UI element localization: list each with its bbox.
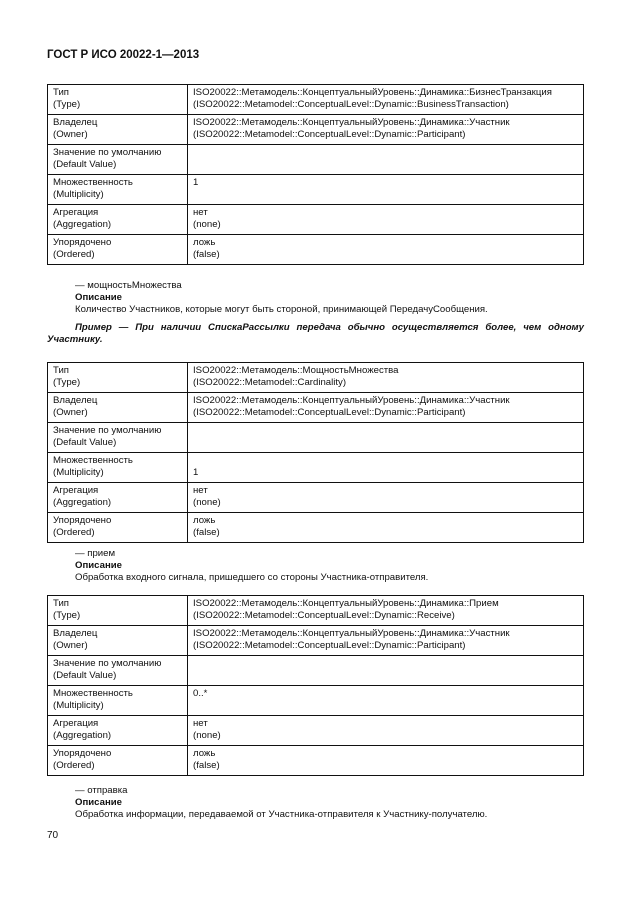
- table-row: [48, 686, 584, 716]
- property-value-cell: [188, 686, 584, 716]
- property-name-ru: Значение по умолчанию: [53, 425, 162, 436]
- value-line-1: ISO20022::Метамодель::КонцептуальныйУровень::Динамика::БизнесТранзакция: [193, 87, 552, 98]
- property-name-ru: Множественность: [53, 688, 133, 699]
- property-name-ru: Упорядочено: [53, 515, 112, 526]
- property-name-ru: Владелец: [53, 117, 98, 128]
- heading: Описание: [75, 292, 122, 303]
- property-value-cell: [188, 85, 584, 115]
- value-line-1: [193, 147, 578, 159]
- property-name-cell: [48, 363, 188, 393]
- property-name-ru: Агрегация: [53, 207, 99, 218]
- section-send: [47, 785, 584, 821]
- property-value-cell: [188, 363, 584, 393]
- property-name-cell: [48, 453, 188, 483]
- property-value-cell: [188, 453, 584, 483]
- attribute-table: [47, 595, 584, 776]
- table-row: [48, 363, 584, 393]
- table-row: [48, 746, 584, 776]
- value-line-2: (none): [193, 730, 221, 741]
- property-name-ru: Значение по умолчанию: [53, 658, 162, 669]
- table-row: [48, 175, 584, 205]
- value-line-2: (false): [193, 760, 220, 771]
- property-name-ru: Упорядочено: [53, 748, 112, 759]
- property-value-cell: [188, 483, 584, 513]
- value-line-2: (false): [193, 249, 220, 260]
- value-line-1: нет: [193, 207, 208, 218]
- description: Обработка входного сигнала, пришедшего со стороны Участника-отправителя.: [75, 572, 429, 583]
- heading: Описание: [75, 560, 122, 571]
- value-line-2: (ISO20022::Metamodel::ConceptualLevel::Dynamic::Participant): [193, 640, 466, 651]
- value-line-2: (ISO20022::Metamodel::ConceptualLevel::Dynamic::Participant): [193, 407, 466, 418]
- table-row: [48, 626, 584, 656]
- example-note: Пример — При наличии СпискаРассылки передача обычно осуществляется более, чем одному Участнику.: [47, 322, 584, 345]
- property-name-en: (Multiplicity): [53, 700, 104, 711]
- value-line-1: нет: [193, 718, 208, 729]
- property-name-en: (Ordered): [53, 249, 95, 260]
- property-name-cell: [48, 175, 188, 205]
- section-cardinality: [47, 280, 584, 346]
- property-name-ru: Тип: [53, 598, 69, 609]
- heading: Описание: [75, 797, 122, 808]
- term: — мощностьМножества: [75, 280, 182, 291]
- property-value-cell: [188, 423, 584, 453]
- property-value-cell: [188, 746, 584, 776]
- property-name-ru: Владелец: [53, 395, 98, 406]
- value-line-2: 1: [193, 467, 199, 478]
- property-name-cell: [48, 686, 188, 716]
- property-name-cell: [48, 513, 188, 543]
- table-row: [48, 453, 584, 483]
- property-name-en: (Aggregation): [53, 497, 112, 508]
- table-row: [48, 145, 584, 175]
- value-line-1: ISO20022::Метамодель::КонцептуальныйУровень::Динамика::Прием: [193, 598, 499, 609]
- property-name-en: (Multiplicity): [53, 189, 104, 200]
- term: — отправка: [75, 785, 128, 796]
- property-name-en: (Type): [53, 377, 81, 388]
- property-value-cell: [188, 513, 584, 543]
- value-line-2: (ISO20022::Metamodel::ConceptualLevel::Dynamic::Receive): [193, 610, 455, 621]
- attribute-table: [47, 84, 584, 265]
- value-line-1: 1: [193, 177, 199, 188]
- property-value-cell: [188, 716, 584, 746]
- property-name-cell: [48, 145, 188, 175]
- section-receive: [47, 548, 584, 584]
- table-row: [48, 423, 584, 453]
- property-name-cell: [48, 596, 188, 626]
- property-name-en: (Ordered): [53, 527, 95, 538]
- property-name-en: (Owner): [53, 129, 88, 140]
- property-name-en: (Type): [53, 99, 81, 110]
- value-line-1: ISO20022::Метамодель::КонцептуальныйУровень::Динамика::Участник: [193, 628, 510, 639]
- property-name-en: (Aggregation): [53, 219, 112, 230]
- value-line-2: (false): [193, 527, 220, 538]
- property-name-ru: Множественность: [53, 455, 133, 466]
- description: Количество Участников, которые могут быть стороной, принимающей ПередачуСообщения.: [75, 304, 488, 315]
- table-row: [48, 656, 584, 686]
- table-row: [48, 483, 584, 513]
- value-line-1: ISO20022::Метамодель::МощностьМножества: [193, 365, 399, 376]
- value-line-1: ложь: [193, 515, 216, 526]
- table-row: [48, 235, 584, 265]
- table-row: [48, 393, 584, 423]
- property-name-en: (Owner): [53, 640, 88, 651]
- value-line-1: [193, 455, 578, 467]
- property-name-ru: Владелец: [53, 628, 98, 639]
- property-name-cell: [48, 393, 188, 423]
- table-row: [48, 115, 584, 145]
- value-line-2: (ISO20022::Metamodel::ConceptualLevel::Dynamic::Participant): [193, 129, 466, 140]
- property-name-en: (Default Value): [53, 159, 117, 170]
- table-row: [48, 596, 584, 626]
- value-line-1: ложь: [193, 237, 216, 248]
- property-name-ru: Значение по умолчанию: [53, 147, 162, 158]
- table-row: [48, 85, 584, 115]
- property-name-en: (Ordered): [53, 760, 95, 771]
- property-name-cell: [48, 115, 188, 145]
- property-name-en: (Type): [53, 610, 81, 621]
- property-value-cell: [188, 626, 584, 656]
- value-line-2: (ISO20022::Metamodel::Cardinality): [193, 377, 347, 388]
- value-line-2: (none): [193, 497, 221, 508]
- value-line-1: нет: [193, 485, 208, 496]
- property-value-cell: [188, 175, 584, 205]
- property-value-cell: [188, 145, 584, 175]
- value-line-2: (none): [193, 219, 221, 230]
- property-value-cell: [188, 656, 584, 686]
- value-line-1: ISO20022::Метамодель::КонцептуальныйУровень::Динамика::Участник: [193, 117, 510, 128]
- property-value-cell: [188, 596, 584, 626]
- property-name-ru: Упорядочено: [53, 237, 112, 248]
- property-value-cell: [188, 115, 584, 145]
- value-line-2: (ISO20022::Metamodel::ConceptualLevel::Dynamic::BusinessTransaction): [193, 99, 509, 110]
- property-name-ru: Тип: [53, 365, 69, 376]
- property-name-ru: Агрегация: [53, 485, 99, 496]
- description: Обработка информации, передаваемой от Участника-отправителя к Участнику-получателю.: [75, 809, 488, 820]
- property-name-en: (Aggregation): [53, 730, 112, 741]
- property-name-cell: [48, 423, 188, 453]
- property-name-ru: Множественность: [53, 177, 133, 188]
- page-number: 70: [47, 830, 59, 841]
- property-name-ru: Агрегация: [53, 718, 99, 729]
- property-name-cell: [48, 85, 188, 115]
- property-name-cell: [48, 746, 188, 776]
- value-line-1: [193, 425, 578, 437]
- attribute-table: [47, 362, 584, 543]
- property-value-cell: [188, 205, 584, 235]
- property-name-cell: [48, 716, 188, 746]
- table-row: [48, 513, 584, 543]
- table-row: [48, 205, 584, 235]
- property-name-cell: [48, 656, 188, 686]
- property-name-en: (Default Value): [53, 670, 117, 681]
- property-name-ru: Тип: [53, 87, 69, 98]
- property-name-en: (Owner): [53, 407, 88, 418]
- value-line-1: [193, 658, 578, 670]
- property-name-cell: [48, 235, 188, 265]
- property-name-en: (Multiplicity): [53, 467, 104, 478]
- property-name-cell: [48, 626, 188, 656]
- table-row: [48, 716, 584, 746]
- document-header: ГОСТ Р ИСО 20022-1—2013: [47, 49, 200, 61]
- property-name-en: (Default Value): [53, 437, 117, 448]
- term: — прием: [75, 548, 116, 559]
- property-name-cell: [48, 483, 188, 513]
- value-line-1: 0..*: [193, 688, 208, 699]
- property-value-cell: [188, 235, 584, 265]
- value-line-1: ISO20022::Метамодель::КонцептуальныйУровень::Динамика::Участник: [193, 395, 510, 406]
- property-name-cell: [48, 205, 188, 235]
- property-value-cell: [188, 393, 584, 423]
- value-line-1: ложь: [193, 748, 216, 759]
